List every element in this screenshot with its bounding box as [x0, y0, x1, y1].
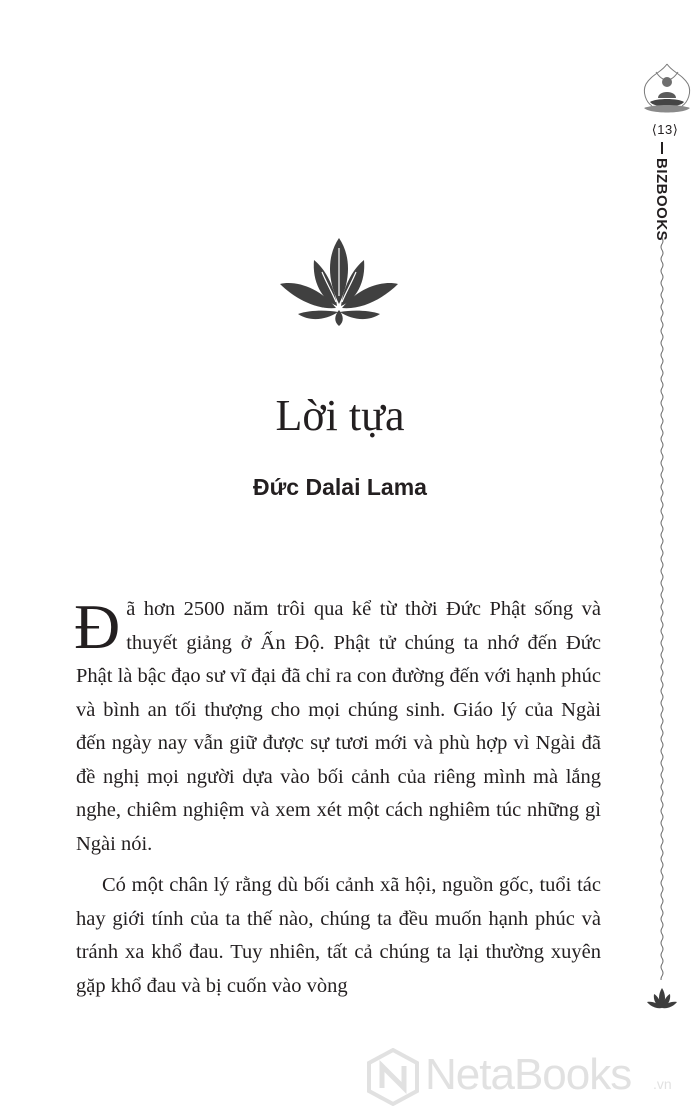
lotus-icon [646, 986, 678, 1012]
paragraph-text: ã hơn 2500 năm trôi qua kể từ thời Đức Phật sống và thuyết giảng ở Ấn Độ. Phật tử chúng ta nhớ đến Đức Phật là bậc đạo sư vĩ đại đã chỉ ra con đường đến với hạnh phúc và bình an tối thượng cho mọi chúng sinh. Giáo lý của Ngài đến ngày nay vẫn giữ được sự tươi mới và phù hợp vì Ngài đã đề nghị mọi người dựa vào bối cảnh của riêng mình mà lắng nghe, chiêm nghiệm và xem xét một cách nghiêm túc những gì Ngài nói. [76, 598, 601, 855]
watermark [365, 1044, 695, 1110]
lotus-icon [276, 234, 402, 326]
paragraph: Có một chân lý rằng dù bối cảnh xã hội, nguồn gốc, tuổi tác hay giới tính của ta thế nào, chúng ta đều muốn hạnh phúc và tránh xa khổ đau. Tuy nhiên, tất cả chúng ta lại thường xuyên gặp khổ đau và bị cuốn vào vòng [76, 874, 601, 997]
page-number: ⟨13⟩ [651, 122, 679, 137]
page-title: Lời tựa [275, 391, 405, 440]
buddha-figure-icon [638, 62, 696, 116]
wavy-divider-line [652, 238, 672, 980]
watermark-text: NetaBooks [425, 1050, 632, 1099]
watermark-suffix: .vn [653, 1076, 672, 1092]
page-subtitle: Đức Dalai Lama [253, 474, 427, 500]
drop-cap: Đ [74, 591, 121, 662]
divider [661, 142, 663, 154]
paragraph [76, 593, 601, 861]
publisher-label: BIZBOOKS [653, 158, 670, 242]
netabooks-logo-icon [365, 1048, 421, 1106]
side-rail [630, 0, 700, 1030]
body-text [76, 593, 601, 1003]
